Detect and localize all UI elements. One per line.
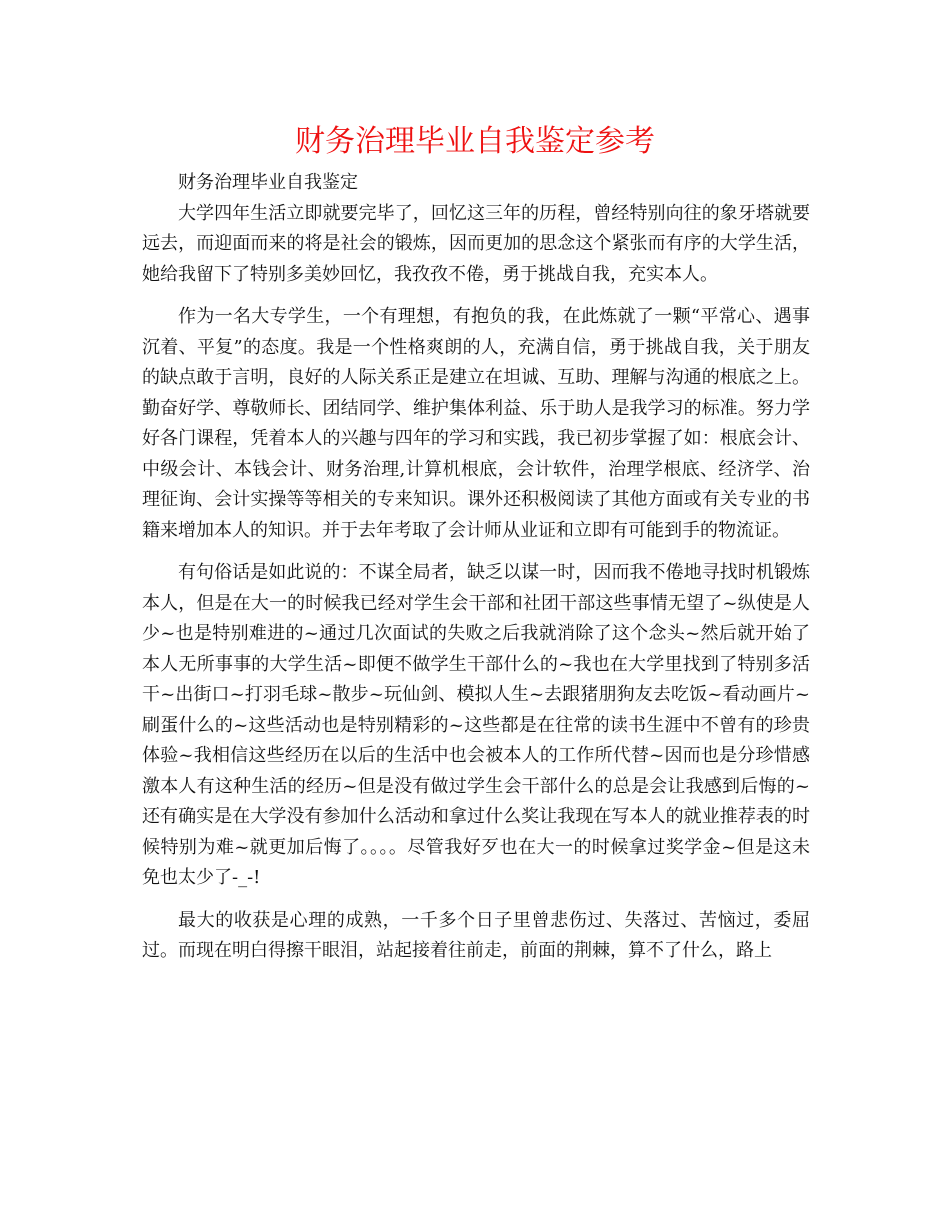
paragraph-2: 作为一名大专学生，一个有理想，有抱负的我，在此炼就了一颗“平常心、遇事沉着、平复”的态度。我是一个性格爽朗的人，充满自信，勇于挑战自我，关于朋友的缺点敢于言明，良好的人际关系正是建立在坦诚、互助、理解与沟通的根底之上。勤奋好学、尊敬师长、团结同学、维护集体利益、乐于助人是我学习的标准。努力学好各门课程，凭着本人的兴趣与四年的学习和实践，我已初步掌握了如：根底会计、中级会计、本钱会计、财务治理,计算机根底，会计软件，治理学根底、经济学、治理征询、会计实操等等相关的专来知识。课外还积极阅读了其他方面或有关专业的书籍来增加本人的知识。并于去年考取了会计师从业证和立即有可能到手的物流证。 xyxy=(142,306,810,541)
paragraph-4: 最大的收获是心理的成熟，一千多个日子里曾悲伤过、失落过、苦恼过，委屈过。而现在明白得擦干眼泪，站起接着往前走，前面的荆棘，算不了什么，路上 xyxy=(142,909,810,961)
document-title: 财务治理毕业自我鉴定参考 xyxy=(295,124,655,159)
paragraph-3: 有句俗话是如此说的：不谋全局者，缺乏以谋一时，因而我不倦地寻找时机锻炼本人，但是在大一的时候我已经对学生会干部和社团干部这些事情无望了~纵使是人少~也是特别难进的~通过几次面试的失败之后我就消除了这个念头~然后就开始了本人无所事事的大学生活~即便不做学生干部什么的~我也在大学里找到了特别多活干~出街口~打羽毛球~散步~玩仙剑、模拟人生~去跟猪朋狗友去吃饭~看动画片~刷蛋什么的~这些活动也是特别精彩的~这些都是在往常的读书生涯中不曾有的珍贵体验~我相信这些经历在以后的生活中也会被本人的工作所代替~因而也是分珍惜感激本人有这种生活的经历~但是没有做过学生会干部什么的总是会让我感到后悔的~还有确实是在大学没有参加什么活动和拿过什么奖让我现在写本人的就业推荐表的时候特别为难~就更加后悔了。。。。尽管我好歹也在大一的时候拿过奖学金~但是这未免也太少了-_-! xyxy=(142,562,810,888)
paragraph-1: 大学四年生活立即就要完毕了，回忆这三年的历程，曾经特别向往的象牙塔就要远去，而迎面而来的将是社会的锻炼，因而更加的思念这个紧张而有序的大学生活，她给我留下了特别多美妙回忆，我孜孜不倦，勇于挑战自我，充实本人。 xyxy=(142,202,810,285)
document-subtitle: 财务治理毕业自我鉴定 xyxy=(178,172,358,193)
document-body xyxy=(142,168,810,979)
